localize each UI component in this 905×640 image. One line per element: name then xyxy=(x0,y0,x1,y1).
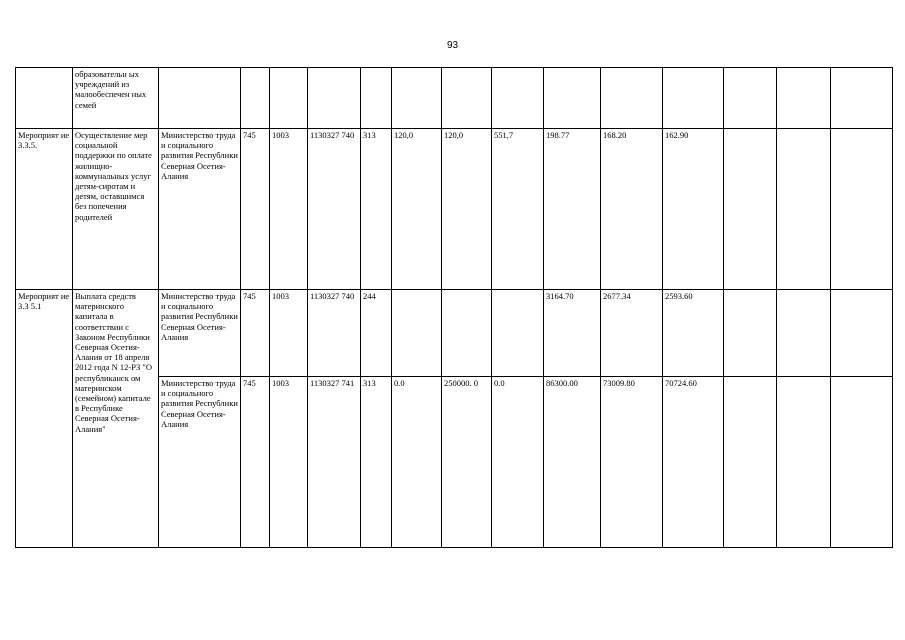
value-cell: 120,0 xyxy=(442,129,492,290)
value-cell xyxy=(492,290,544,377)
empty-cell xyxy=(724,129,777,290)
empty-cell xyxy=(831,377,893,548)
empty-cell xyxy=(831,290,893,377)
value-cell: 250000. 0 xyxy=(442,377,492,548)
rzpr-cell: 1003 xyxy=(270,290,308,377)
empty-cell xyxy=(724,68,777,129)
grbs-cell: 745 xyxy=(241,129,270,290)
empty-cell xyxy=(724,377,777,548)
empty-cell xyxy=(777,377,831,548)
value-cell: 198.77 xyxy=(544,129,601,290)
value-cell xyxy=(442,290,492,377)
value-cell: 168.20 xyxy=(601,129,663,290)
value-cell: 73009.80 xyxy=(601,377,663,548)
executor-cell xyxy=(159,68,241,129)
value-cell xyxy=(442,68,492,129)
description-cell: Выплата средств материнского капитала в соответствии с Законом Республики Северная Осетия-Алания от 18 апреля 2012 года N 12-РЗ "О республиканск ом материнском (семейном) капитале в Республике Северная Осетия-Алания" xyxy=(73,290,159,548)
value-cell: 2593.60 xyxy=(663,290,724,377)
vr-cell: 313 xyxy=(361,377,392,548)
empty-cell xyxy=(777,68,831,129)
executor-cell: Министерство труда и социального развития Республики Северная Осетия-Алания xyxy=(159,129,241,290)
empty-cell xyxy=(777,290,831,377)
csr-cell: 1130327 740 xyxy=(308,290,361,377)
value-cell: 0.0 xyxy=(392,377,442,548)
value-cell: 70724.60 xyxy=(663,377,724,548)
measure-cell: Мероприят ие 3.3.5. xyxy=(16,129,73,290)
page-number: 93 xyxy=(446,40,459,51)
table-row xyxy=(16,290,893,377)
empty-cell xyxy=(724,290,777,377)
vr-cell: 244 xyxy=(361,290,392,377)
rzpr-cell xyxy=(270,68,308,129)
value-cell: 3164.70 xyxy=(544,290,601,377)
value-cell xyxy=(492,68,544,129)
measure-cell xyxy=(16,68,73,129)
vr-cell: 313 xyxy=(361,129,392,290)
value-cell xyxy=(392,68,442,129)
description-cell: Осуществление мер социальной поддержки по оплате жилищно-коммунальных услуг детям-сиротам и детям, оставшимся без попечения родителей xyxy=(73,129,159,290)
value-cell: 551,7 xyxy=(492,129,544,290)
value-cell xyxy=(601,68,663,129)
value-cell: 86300.00 xyxy=(544,377,601,548)
value-cell xyxy=(544,68,601,129)
value-cell xyxy=(663,68,724,129)
rzpr-cell: 1003 xyxy=(270,129,308,290)
value-cell: 2677.34 xyxy=(601,290,663,377)
executor-cell: Министерство труда и социального развития Республики Северная Осетия-Алания xyxy=(159,290,241,377)
table-row xyxy=(16,68,893,129)
budget-table xyxy=(15,67,893,548)
rzpr-cell: 1003 xyxy=(270,377,308,548)
empty-cell xyxy=(831,68,893,129)
grbs-cell: 745 xyxy=(241,290,270,377)
csr-cell: 1130327 740 xyxy=(308,129,361,290)
description-cell: образовательн ых учреждений из малообеспечен ных семей xyxy=(73,68,159,129)
value-cell: 120,0 xyxy=(392,129,442,290)
value-cell: 0.0 xyxy=(492,377,544,548)
empty-cell xyxy=(777,129,831,290)
csr-cell: 1130327 741 xyxy=(308,377,361,548)
grbs-cell xyxy=(241,68,270,129)
csr-cell xyxy=(308,68,361,129)
value-cell: 162.90 xyxy=(663,129,724,290)
value-cell xyxy=(392,290,442,377)
table-row xyxy=(16,129,893,290)
empty-cell xyxy=(831,129,893,290)
measure-cell: Мероприят ие 3.3 5.1 xyxy=(16,290,73,548)
grbs-cell: 745 xyxy=(241,377,270,548)
executor-cell: Министерство труда и социального развития Республики Северная Осетия-Алания xyxy=(159,377,241,548)
vr-cell xyxy=(361,68,392,129)
